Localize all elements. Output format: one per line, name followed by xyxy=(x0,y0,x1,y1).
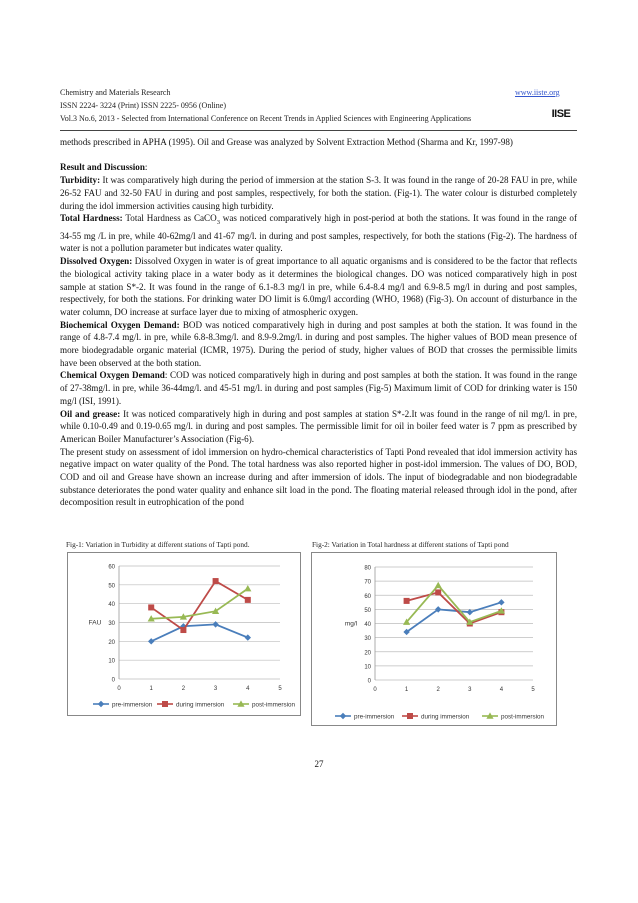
turbidity-chart xyxy=(67,552,301,716)
results-heading-line xyxy=(60,161,577,174)
volume-line: Vol.3 No.6, 2013 - Selected from International Conference on Recent Trends in Applied Sciences with Engineering Applications xyxy=(60,114,472,123)
legend-label: pre-immersion xyxy=(354,713,395,721)
turbidity-text: It was comparatively high during the period of immersion at the station S-3. It was found in the range of 20-28 FAU in pre, while 26-52 FAU and 32-50 FAU in during and post samples, respectively, for both the station. (Fig-1). The water colour is disturbed completely during the idol immersion activities causing high turbidity. xyxy=(60,175,577,211)
hardness-paragraph xyxy=(60,212,577,255)
legend-label: during immersion xyxy=(421,713,470,721)
y-tick-label: 70 xyxy=(364,579,371,586)
hardness-text-2: was noticed comparatively high in post-period at both the stations. It was found in the range of 34-55 mg /L in pre, while 40-62mg/l and 41-67 mg/l. in during and post samples, respectively, for both the stations (Fig-2). The hardness of water is not a pollution parameter but indicates water quality. xyxy=(60,213,578,254)
x-tick-label: 5 xyxy=(531,687,535,693)
x-tick-label: 5 xyxy=(278,686,282,692)
y-tick-label: 20 xyxy=(108,639,115,646)
hardness-subscript: 3 xyxy=(216,219,220,227)
y-tick-label: 40 xyxy=(364,622,371,628)
legend-label: post-immersion xyxy=(252,701,296,709)
data-point xyxy=(213,578,219,584)
page-number: 27 xyxy=(314,759,324,769)
y-tick-label: 60 xyxy=(108,564,115,571)
do-text: Dissolved Oxygen in water is of great importance to all aquatic organisms and is considered to be the factor that reflects the biological activity taking place in a water body as it determines the biological changes. DO was noticed comparatively high in post sample at station S*-2. It was found in the range of 6.1-8.3 mg/l in pre, while 6.4-8.4 mg/l and 6.9-8.5 mg/l in during and post samples, respectively, for both the stations. For drinking water DO limit is 6.0mg/l according (WHO, 1968) (Fig-3). On account of disturbance in the water column, DO increase at surface layer due to mixing of atmospheric oxygen. xyxy=(60,256,577,317)
cod-text: : COD was noticed comparatively high in during and post samples at both the station. It was found in the range of 27-38mg/l. in pre, while 36-44mg/l. and 45-51 mg/l. in during and post samples (Fig-5) Maximum limit of COD for drinking water is 150 mg/l (ISI, 1991). xyxy=(60,370,577,406)
y-tick-label: 30 xyxy=(364,636,371,643)
data-point xyxy=(435,589,441,595)
journal-url-link[interactable]: www.iiste.org xyxy=(515,88,560,97)
y-tick-label: 50 xyxy=(108,583,115,590)
x-tick-label: 4 xyxy=(499,687,504,693)
x-tick-label: 2 xyxy=(436,687,440,693)
turbidity-label: Turbidity: xyxy=(60,175,101,186)
do-label: Dissolved Oxygen: xyxy=(60,256,133,267)
results-heading: Result and Discussion xyxy=(60,162,145,173)
cod-label: Chemical Oxygen Demand xyxy=(60,370,165,381)
bod-label: Biochemical Oxygen Demand: xyxy=(60,319,180,330)
y-tick-label: 10 xyxy=(108,658,115,665)
y-axis-label: mg/l xyxy=(344,620,358,628)
x-tick-label: 0 xyxy=(117,686,121,692)
legend-label: post-immersion xyxy=(501,713,545,721)
intro-paragraph: methods prescribed in APHA (1995). Oil and Grease was analyzed by Solvent Extraction Method (Sharma and Kr, 1997-98) xyxy=(60,137,513,147)
data-point xyxy=(404,598,410,604)
oil-text: It was noticed comparatively high in during and post samples at station S*-2.It was found in the range of nil mg/l. in pre, while 0.10-0.49 and 0.19-0.65 mg/l. in during and post samples. The permissible limit for oil in boiler feed water is 7 ppm as prescribed by American Boiler Manufacturer’s Association (Fig-6). xyxy=(60,408,577,444)
chart-frame xyxy=(312,553,557,726)
hardness-label: Total Hardness: xyxy=(60,213,123,224)
y-axis-label: FAU xyxy=(88,619,102,627)
oil-paragraph xyxy=(60,408,577,446)
cod-paragraph xyxy=(60,369,577,407)
legend-marker xyxy=(407,713,413,719)
legend-marker xyxy=(162,701,168,707)
do-paragraph xyxy=(60,255,577,319)
results-colon: : xyxy=(144,162,148,173)
legend-label: pre-immersion xyxy=(112,701,153,709)
x-tick-label: 3 xyxy=(468,687,472,693)
x-tick-label: 1 xyxy=(149,686,153,692)
data-point xyxy=(180,627,186,633)
bod-paragraph xyxy=(60,319,577,370)
x-tick-label: 2 xyxy=(181,686,186,692)
x-tick-label: 3 xyxy=(213,686,218,692)
bod-text: BOD was noticed comparatively high in during and post samples at both the station. It was found in the range of 4.8-7.4 mg/l. in pre, while 6.8-8.3mg/l. and 8.9-9.2mg/l. in during and post samples. The higher values of BOD mean presence of more biodegradable organic material (ICMR, 1975). During the period of study, higher values of BOD that crosses the permissible limits have been observed at the both station. xyxy=(60,319,577,368)
y-tick-label: 20 xyxy=(364,650,371,657)
turbidity-paragraph xyxy=(60,174,577,212)
data-point xyxy=(148,604,154,610)
fig1-caption: Fig-1: Variation in Turbidity at different stations of Tapti pond. xyxy=(66,540,250,549)
legend-label: during immersion xyxy=(176,701,225,709)
hardness-chart xyxy=(311,552,557,726)
y-tick-label: 30 xyxy=(108,621,115,627)
x-tick-label: 0 xyxy=(373,687,377,693)
y-tick-label: 80 xyxy=(364,565,371,572)
y-tick-label: 0 xyxy=(111,677,115,684)
header-divider xyxy=(60,130,577,131)
conclusion-paragraph: The present study on assessment of idol immersion on hydro-chemical characteristics of Tapti Pond revealed that idol immersion activity has negative impact on water quality of the Pond. The total hardness was also reported higher in post-idol immersion. The values of DO, BOD, COD and oil and Grease have shown an increase during and after immersion of idols. The input of biodegradable and non biodegradable substance deteriorates the pond water quality and enhance silt load in the pond. The floating material released through idol in the pond, after decomposition result in eutrophication of the pond xyxy=(60,446,577,508)
journal-title: Chemistry and Materials Research xyxy=(60,88,171,97)
oil-label: Oil and grease: xyxy=(60,408,121,419)
fig2-caption: Fig-2: Variation in Total hardness at different stations of Tapti pond xyxy=(312,540,509,549)
x-tick-label: 4 xyxy=(246,686,250,692)
hardness-text-1: Total Hardness as CaCO xyxy=(122,213,217,224)
data-point xyxy=(245,597,251,603)
article-body xyxy=(60,136,577,509)
y-tick-label: 10 xyxy=(364,664,371,671)
y-tick-label: 40 xyxy=(108,602,115,609)
issn-line: ISSN 2224- 3224 (Print) ISSN 2225- 0956 (Online) xyxy=(60,101,226,110)
x-tick-label: 1 xyxy=(404,687,409,693)
y-tick-label: 60 xyxy=(364,593,371,600)
y-tick-label: 50 xyxy=(364,607,371,614)
iiste-logo: IISE xyxy=(551,108,571,120)
y-tick-label: 0 xyxy=(367,678,371,685)
